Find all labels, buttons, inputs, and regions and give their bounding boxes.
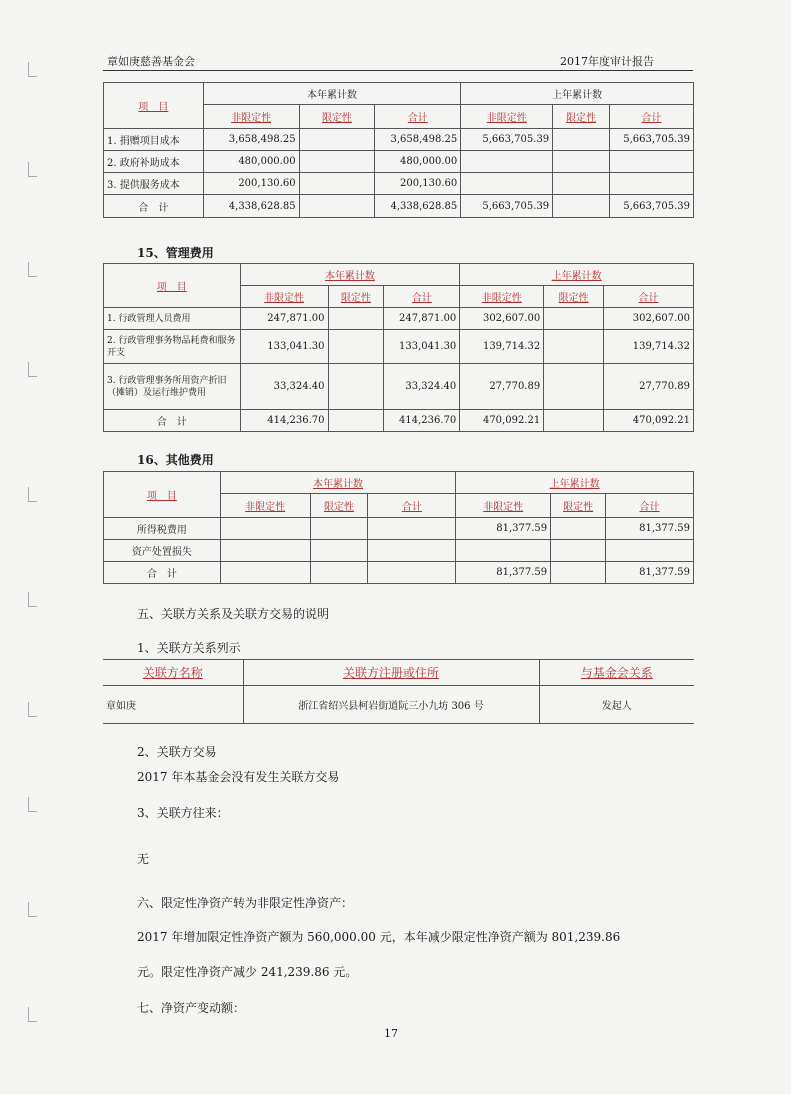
header-unrestricted: 非限定性 bbox=[240, 286, 328, 308]
table-row bbox=[104, 129, 694, 151]
table-row bbox=[104, 330, 694, 364]
cell: 27,770.89 bbox=[604, 364, 694, 410]
header-restricted: 限定性 bbox=[328, 286, 384, 308]
cell: 480,000.00 bbox=[203, 151, 299, 173]
header-item: 项 目 bbox=[104, 472, 221, 518]
cell: 414,236.70 bbox=[384, 410, 460, 432]
table-total-row bbox=[104, 195, 694, 218]
section5-sub2-text: 2017 年本基金会没有发生关联方交易 bbox=[137, 770, 340, 784]
section6-title: 六、限定性净资产转为非限定性净资产： bbox=[137, 896, 354, 910]
cell bbox=[551, 518, 606, 540]
cell bbox=[553, 173, 610, 195]
header-rule bbox=[103, 70, 693, 71]
header-last-year: 上年累计数 bbox=[461, 83, 694, 105]
row-name: 2. 行政管理事务物品耗费和服务开支 bbox=[104, 330, 241, 364]
cell bbox=[551, 540, 606, 562]
cell: 4,338,628.85 bbox=[375, 195, 461, 218]
cell: 133,041.30 bbox=[384, 330, 460, 364]
header-unrestricted: 非限定性 bbox=[460, 286, 544, 308]
header-item: 项 目 bbox=[104, 264, 241, 308]
cell: 247,871.00 bbox=[240, 308, 328, 330]
cell: 302,607.00 bbox=[460, 308, 544, 330]
cell bbox=[610, 173, 694, 195]
header-last-year: 上年累计数 bbox=[456, 472, 694, 494]
section16-title: 16、其他费用 bbox=[137, 453, 214, 467]
header-unrestricted: 非限定性 bbox=[461, 105, 553, 129]
section15-title: 15、管理费用 bbox=[137, 246, 214, 260]
cell bbox=[328, 410, 384, 432]
cell: 414,236.70 bbox=[240, 410, 328, 432]
cell: 3,658,498.25 bbox=[203, 129, 299, 151]
cell bbox=[544, 410, 604, 432]
header-current-year: 本年累计数 bbox=[203, 83, 461, 105]
row-name: 2. 政府补助成本 bbox=[104, 151, 204, 173]
cell: 200,130.60 bbox=[203, 173, 299, 195]
row-name: 3. 行政管理事务所用资产折旧（摊销）及运行维护费用 bbox=[104, 364, 241, 410]
header-unrestricted: 非限定性 bbox=[220, 494, 310, 518]
cell: 33,324.40 bbox=[240, 364, 328, 410]
cell: 470,092.21 bbox=[604, 410, 694, 432]
rel-address: 浙江省绍兴县柯岩街道阮三小九坊 306 号 bbox=[243, 686, 539, 724]
rel-name: 章如庚 bbox=[103, 686, 243, 724]
rel-header-name: 关联方名称 bbox=[103, 660, 243, 686]
cell: 133,041.30 bbox=[240, 330, 328, 364]
cell bbox=[220, 562, 310, 584]
cell bbox=[299, 129, 375, 151]
cell bbox=[606, 540, 694, 562]
cell bbox=[299, 151, 375, 173]
cell bbox=[328, 308, 384, 330]
section6-line1: 2017 年增加限定性净资产额为 560,000.00 元，本年减少限定性净资产额为 801,239.86 bbox=[137, 930, 621, 944]
cell bbox=[553, 151, 610, 173]
cell: 5,663,705.39 bbox=[461, 129, 553, 151]
table-row bbox=[104, 364, 694, 410]
header-total: 合计 bbox=[368, 494, 456, 518]
cell: 81,377.59 bbox=[456, 562, 551, 584]
cell: 200,130.60 bbox=[375, 173, 461, 195]
cell bbox=[328, 330, 384, 364]
rel-relation: 发起人 bbox=[539, 686, 694, 724]
row-name: 3. 提供服务成本 bbox=[104, 173, 204, 195]
table-row bbox=[103, 686, 694, 724]
cell bbox=[328, 364, 384, 410]
cell bbox=[553, 195, 610, 218]
cell: 3,658,498.25 bbox=[375, 129, 461, 151]
cell bbox=[544, 364, 604, 410]
cell bbox=[220, 518, 310, 540]
page-number: 17 bbox=[384, 1027, 398, 1040]
cell bbox=[461, 173, 553, 195]
cell bbox=[456, 540, 551, 562]
row-name: 合 计 bbox=[104, 195, 204, 218]
header-unrestricted: 非限定性 bbox=[456, 494, 551, 518]
cell bbox=[544, 308, 604, 330]
cell: 480,000.00 bbox=[375, 151, 461, 173]
cell: 4,338,628.85 bbox=[203, 195, 299, 218]
cell bbox=[310, 518, 368, 540]
table-row bbox=[104, 151, 694, 173]
header-org: 章如庚慈善基金会 bbox=[107, 55, 195, 68]
table-row bbox=[104, 540, 694, 562]
cell bbox=[299, 173, 375, 195]
cell: 5,663,705.39 bbox=[461, 195, 553, 218]
row-name: 1. 行政管理人员费用 bbox=[104, 308, 241, 330]
header-restricted: 限定性 bbox=[551, 494, 606, 518]
table-row bbox=[104, 308, 694, 330]
section5-sub3: 3、关联方往来： bbox=[137, 806, 229, 820]
table-row bbox=[104, 173, 694, 195]
cell bbox=[310, 540, 368, 562]
header-item: 项 目 bbox=[104, 83, 204, 129]
cell bbox=[220, 540, 310, 562]
cell: 81,377.59 bbox=[606, 562, 694, 584]
cell bbox=[551, 562, 606, 584]
cell bbox=[299, 195, 375, 218]
cell bbox=[461, 151, 553, 173]
section5-title: 五、关联方关系及关联方交易的说明 bbox=[137, 607, 330, 621]
cell: 139,714.32 bbox=[604, 330, 694, 364]
section7-title: 七、净资产变动额： bbox=[137, 1001, 246, 1015]
section5-sub1: 1、关联方关系列示 bbox=[137, 641, 241, 655]
cell bbox=[610, 151, 694, 173]
cell bbox=[310, 562, 368, 584]
cell: 139,714.32 bbox=[460, 330, 544, 364]
row-name: 资产处置损失 bbox=[104, 540, 221, 562]
header-total: 合计 bbox=[375, 105, 461, 129]
row-name: 所得税费用 bbox=[104, 518, 221, 540]
cost-table bbox=[103, 82, 694, 218]
cell: 27,770.89 bbox=[460, 364, 544, 410]
section5-sub3-text: 无 bbox=[137, 852, 150, 866]
header-current-year: 本年累计数 bbox=[240, 264, 460, 286]
cell bbox=[368, 562, 456, 584]
other-expense-table bbox=[103, 471, 694, 584]
header-unrestricted: 非限定性 bbox=[203, 105, 299, 129]
header-report: 2017年度审计报告 bbox=[560, 55, 654, 68]
rel-header-address: 关联方注册或住所 bbox=[243, 660, 539, 686]
cell: 5,663,705.39 bbox=[610, 129, 694, 151]
cell bbox=[553, 129, 610, 151]
cell: 33,324.40 bbox=[384, 364, 460, 410]
header-current-year: 本年累计数 bbox=[220, 472, 456, 494]
table-total-row bbox=[104, 410, 694, 432]
row-name: 1. 捐赠项目成本 bbox=[104, 129, 204, 151]
cell bbox=[544, 330, 604, 364]
header-restricted: 限定性 bbox=[310, 494, 368, 518]
cell: 81,377.59 bbox=[606, 518, 694, 540]
header-last-year: 上年累计数 bbox=[460, 264, 694, 286]
header-restricted: 限定性 bbox=[299, 105, 375, 129]
cell: 5,663,705.39 bbox=[610, 195, 694, 218]
header-total: 合计 bbox=[606, 494, 694, 518]
cell: 81,377.59 bbox=[456, 518, 551, 540]
table-total-row bbox=[104, 562, 694, 584]
cell bbox=[368, 540, 456, 562]
cell bbox=[368, 518, 456, 540]
rel-header-relation: 与基金会关系 bbox=[539, 660, 694, 686]
related-party-table bbox=[103, 659, 694, 724]
header-total: 合计 bbox=[604, 286, 694, 308]
section5-sub2: 2、关联方交易 bbox=[137, 745, 217, 759]
admin-expense-table bbox=[103, 263, 694, 432]
header-restricted: 限定性 bbox=[553, 105, 610, 129]
header-total: 合计 bbox=[384, 286, 460, 308]
header-total: 合计 bbox=[610, 105, 694, 129]
row-name: 合 计 bbox=[104, 562, 221, 584]
table-row bbox=[104, 518, 694, 540]
cell: 247,871.00 bbox=[384, 308, 460, 330]
row-name: 合 计 bbox=[104, 410, 241, 432]
section6-line2: 元。限定性净资产减少 241,239.86 元。 bbox=[137, 965, 358, 979]
header-restricted: 限定性 bbox=[544, 286, 604, 308]
cell: 470,092.21 bbox=[460, 410, 544, 432]
cell: 302,607.00 bbox=[604, 308, 694, 330]
